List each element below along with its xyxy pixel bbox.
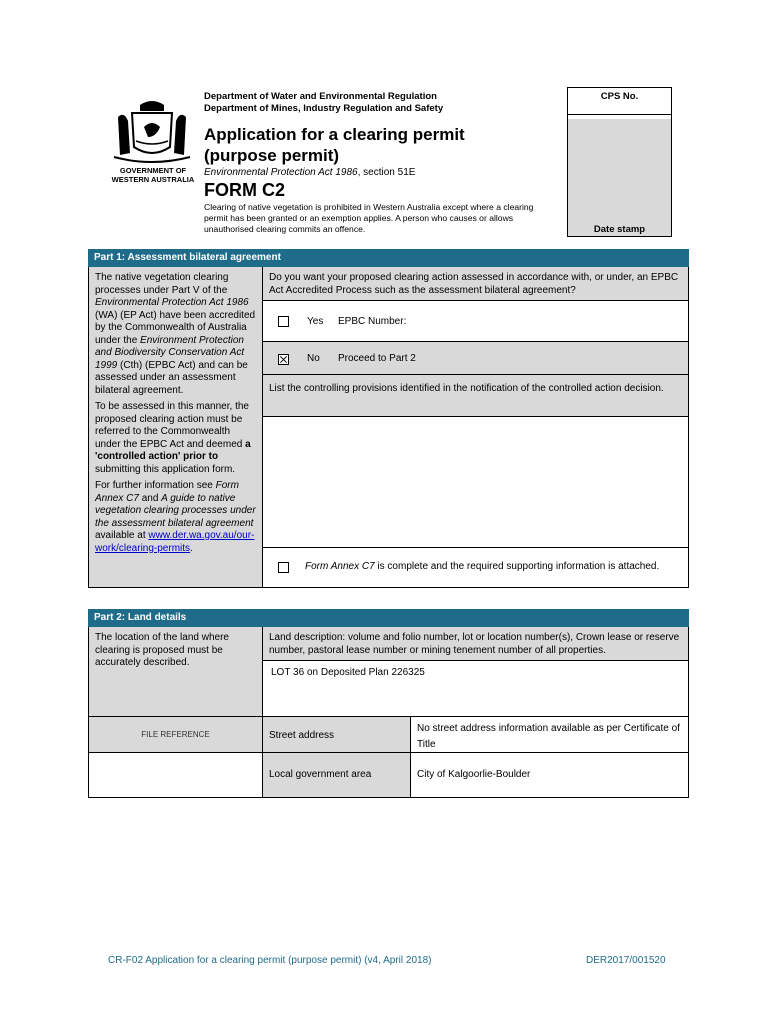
street-address-field[interactable]: No street address information available as per Certificate of Title [411, 717, 688, 753]
part2-table [88, 627, 689, 798]
file-reference-field[interactable] [89, 753, 263, 797]
cps-number-label: CPS No. [568, 88, 671, 115]
footer-form-reference: CR-F02 Application for a clearing permit (purpose permit) (v4, April 2018) [108, 955, 432, 966]
lga-field[interactable]: City of Kalgoorlie-Boulder [411, 753, 688, 797]
no-row [263, 342, 688, 375]
annex-statement: Form Annex C7 is complete and the required supporting information is attached. [305, 561, 660, 572]
form-title [204, 124, 465, 166]
part2-heading: Part 2: Land details [88, 609, 689, 627]
land-location-note: The location of the land where clearing is proposed must be accurately described. [89, 627, 263, 717]
act-section: , section 51E [357, 167, 416, 178]
part1-heading: Part 1: Assessment bilateral agreement [88, 249, 689, 267]
clearing-warning: Clearing of native vegetation is prohibited in Western Australia except where a clearing permit has been granted or an exemption applies. A person who causes or allows unauthorised clearing commits an offence. [204, 202, 534, 234]
act-name: Environmental Protection Act 1986 [204, 167, 358, 178]
land-description-prompt: Land description: volume and folio number, lot or location number(s), Crown lease or reserve number, pastoral lease number or mining tenement number of all properties. [263, 627, 688, 661]
crest-caption-line2: WESTERN AUSTRALIA [111, 175, 195, 184]
crest-caption-line1: GOVERNMENT OF [119, 166, 187, 175]
yes-label: Yes [307, 316, 324, 327]
proceed-to-part2-label: Proceed to Part 2 [338, 353, 416, 364]
part1-info-paragraph-2: To be assessed in this manner, the proposed clearing action must be referred to the Commonwealth under the EPBC Act and deemed a 'controlled action' prior to submitting this application form. [95, 401, 251, 475]
street-address-label: Street address [263, 717, 411, 753]
cps-box [567, 87, 672, 237]
epbc-number-label: EPBC Number: [338, 316, 407, 327]
footer-document-number: DER2017/001520 [586, 955, 666, 966]
part2-section [88, 609, 689, 627]
wa-government-crest [110, 97, 194, 170]
no-checkbox-checked[interactable] [278, 354, 289, 365]
controlling-provisions-prompt: List the controlling provisions identified in the notification of the controlled action decision. [263, 375, 688, 417]
annex-row [263, 548, 688, 587]
form-title-line1: Application for a clearing permit [204, 125, 465, 144]
act-reference [204, 167, 415, 178]
date-stamp-area [568, 119, 671, 236]
annex-checkbox[interactable] [278, 562, 289, 573]
file-reference-label: FILE REFERENCE [89, 717, 263, 753]
part1-info-paragraph-1: The native vegetation clearing processes under Part V of the Environmental Protection Act 1986 (WA) (EP Act) have been accredited by the Commonwealth of Australia under the Environment Protection and Biodiversity Conservation Act 1999 (Cth) (EPBC Act) and can be assessed under an assessment bilateral agreement. [95, 272, 256, 396]
form-title-line2: (purpose permit) [204, 146, 340, 165]
part1-section [88, 249, 689, 267]
department-line-2: Department of Mines, Industry Regulation and Safety [204, 103, 444, 114]
form-number: FORM C2 [204, 180, 285, 200]
part1-info-column [89, 267, 263, 587]
department-names [204, 91, 443, 115]
epbc-question: Do you want your proposed clearing action assessed in accordance with, or under, an EPBC Act Accredited Process such as the assessment bilateral agreement? [263, 267, 688, 301]
date-stamp-label: Date stamp [593, 224, 646, 235]
part1-table [88, 267, 689, 588]
crest-caption [108, 166, 198, 184]
no-label: No [307, 353, 320, 364]
clearing-permits-link[interactable]: www.der.wa.gov.au/our-work/clearing-permits [95, 530, 255, 554]
part1-info-paragraph-3: For further information see Form Annex C7 and A guide to native vegetation clearing processes under the assessment bilateral agreement available at www.der.wa.gov.au/our-work/clearing-permits. [95, 480, 256, 554]
yes-row [263, 301, 688, 342]
department-line-1: Department of Water and Environmental Regulation [204, 91, 437, 102]
yes-checkbox[interactable] [278, 316, 289, 327]
land-description-field[interactable]: LOT 36 on Deposited Plan 226325 [263, 661, 688, 717]
controlling-provisions-field[interactable] [263, 417, 688, 548]
lga-label: Local government area [263, 753, 411, 797]
